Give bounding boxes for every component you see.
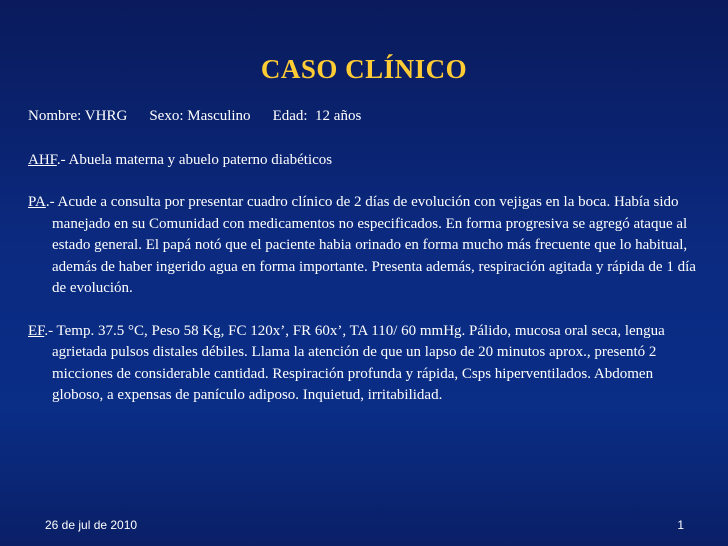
footer-date: 26 de jul de 2010 <box>45 518 138 532</box>
ahf-text: .- Abuela materna y abuelo paterno diabéticos <box>56 151 333 168</box>
pa-paragraph <box>28 192 704 300</box>
ahf-label: AHF <box>28 151 57 168</box>
patient-info-line <box>28 106 704 128</box>
patient-sex: Sexo: Masculino <box>149 108 251 124</box>
ef-text: .- Temp. 37.5 °C, Peso 58 Kg, FC 120x’, FR 60x’, TA 110/ 60 mmHg. Pálido, mucosa oral seca, lengua agrietada pulsos distales débiles. Llama la atención de que un lapso de 20 minutos aprox., presentó 2 micciones de considerable cantidad. Respiración profunda y rápida, Csps hiperventilados. Abdomen globoso, a expensas de panículo adiposo. Inquietud, irritabilidad. <box>44 322 665 403</box>
footer-page-number: 1 <box>677 518 684 532</box>
pa-text: .- Acude a consulta por presentar cuadro clínico de 2 días de evolución con vejigas en la boca. Había sido manejado en su Comunidad con medicamentos no especificados. En forma progresiva se agregó ataque al estado general. El papá notó que el paciente habia orinado en forma mucho más frecuente que lo habitual, además de haber ingerido agua en forma importante. Presenta además, respiración agitada y rápida de 1 día de evolución. <box>45 194 696 296</box>
patient-name: Nombre: VHRG <box>28 108 128 124</box>
pa-label: PA <box>28 194 46 210</box>
slide-body <box>28 106 704 428</box>
ahf-paragraph <box>28 150 704 172</box>
ef-paragraph <box>28 321 704 407</box>
ef-label: EF <box>28 322 45 339</box>
slide-title: CASO CLÍNICO <box>260 54 468 84</box>
patient-age: Edad: 12 años <box>272 108 362 124</box>
